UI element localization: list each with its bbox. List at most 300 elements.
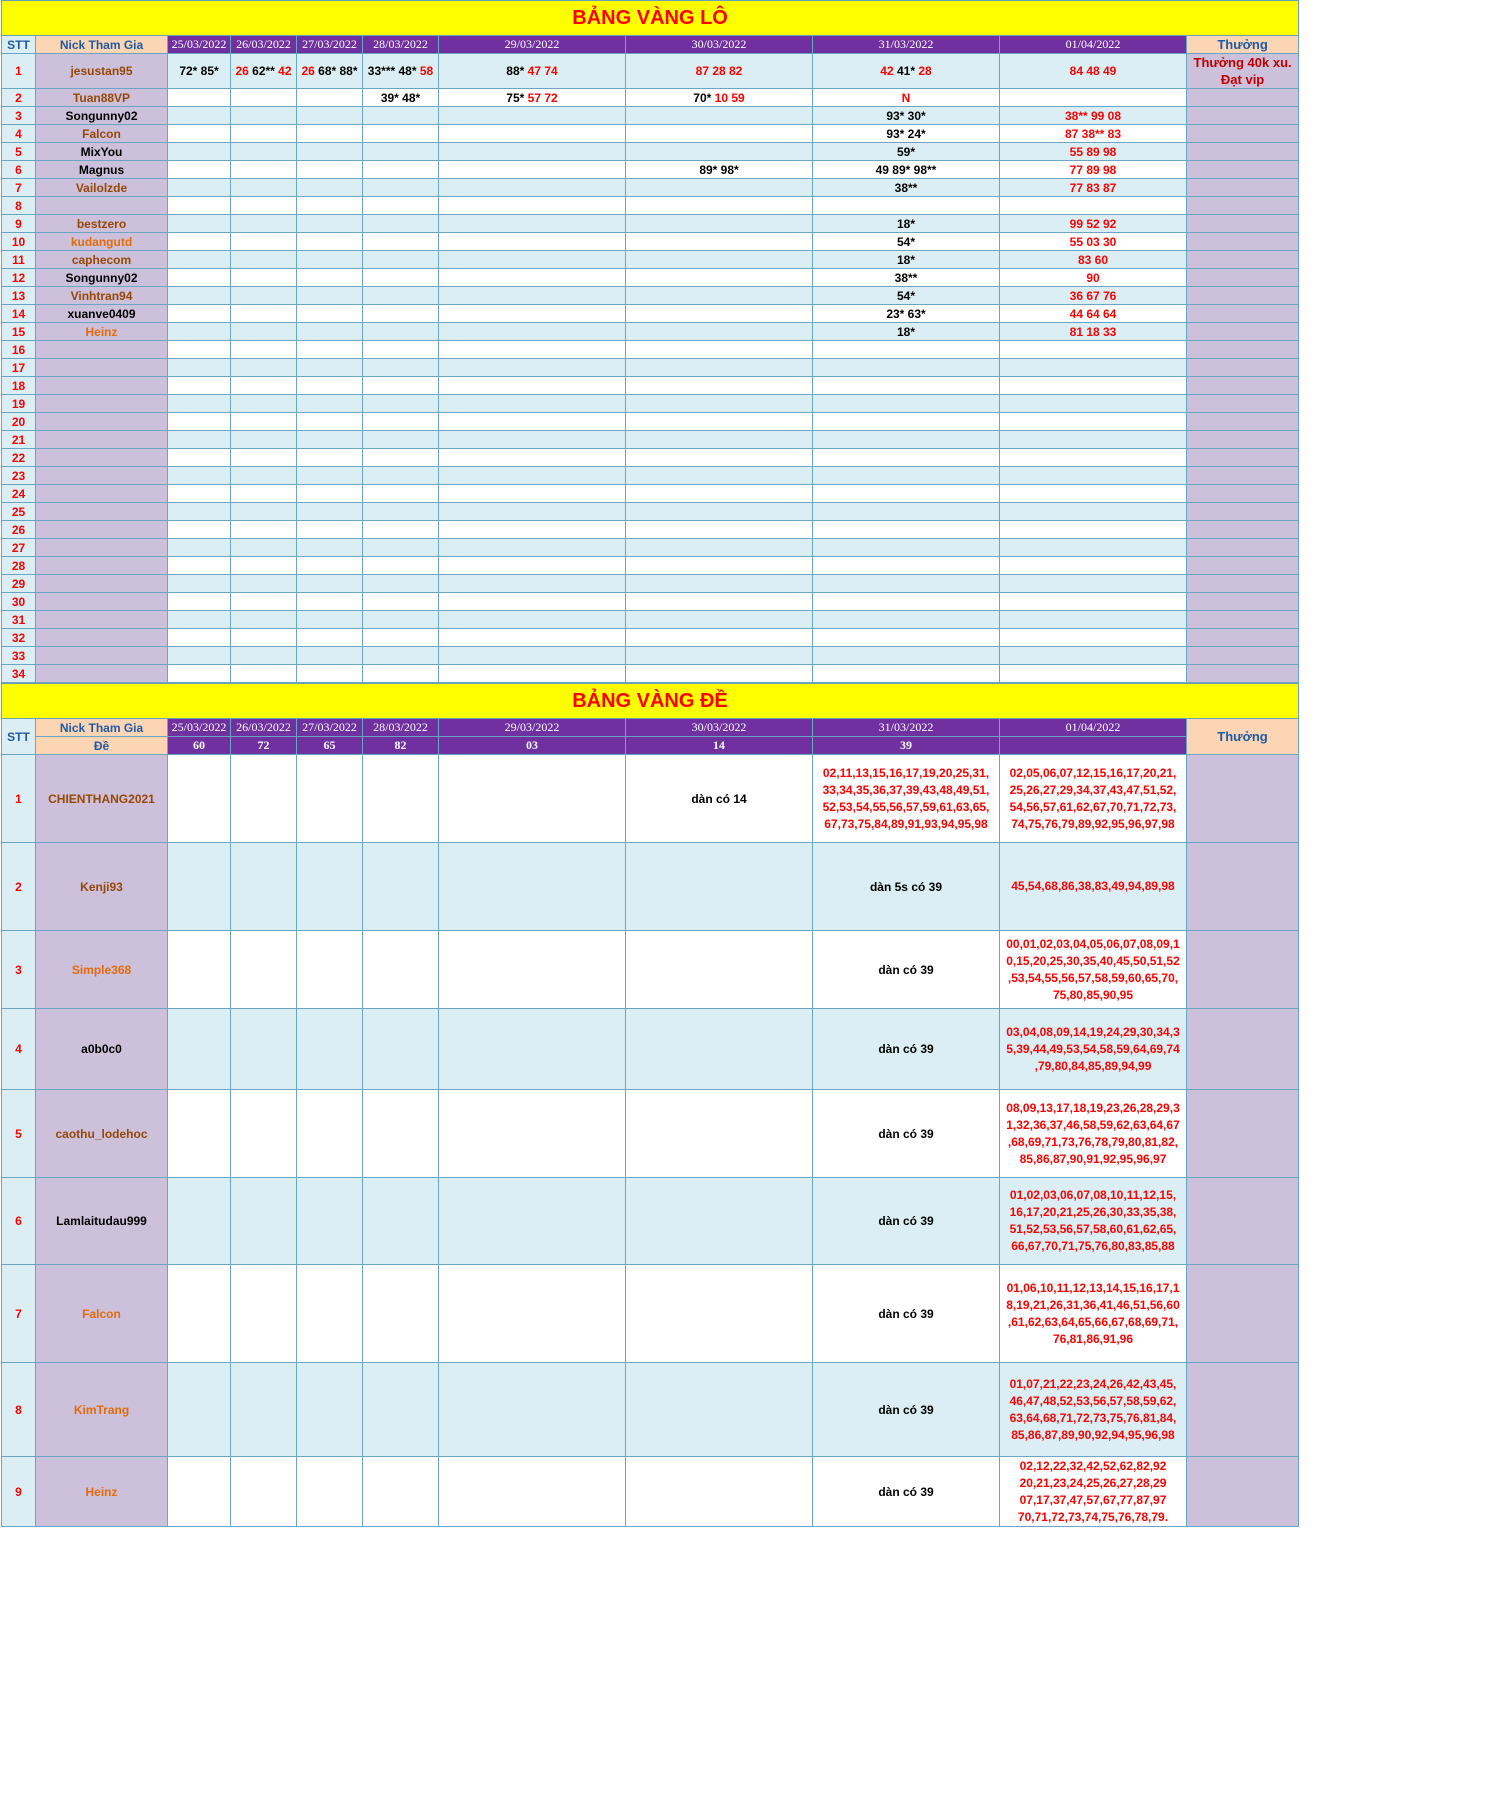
de-table-row: [2, 843, 1299, 931]
lo-table-row: [2, 467, 1299, 485]
lo-row-thuong: [1187, 359, 1299, 377]
lo-cell-value: 33*** 48*: [367, 64, 420, 78]
lo-header-stt: STT: [2, 36, 36, 54]
lo-row-cell: [1000, 449, 1187, 467]
lo-row-stt: 5: [2, 143, 36, 161]
lo-row-cell: [439, 431, 626, 449]
lo-cell-value: 90: [1086, 270, 1100, 285]
de-row-stt: 4: [2, 1009, 36, 1090]
de-row-cell: [297, 1178, 363, 1265]
lo-row-nick: jesustan95: [36, 54, 168, 89]
de-header-result: 82: [363, 737, 439, 755]
lo-row-cell: [231, 485, 297, 503]
de-row-cell: [168, 931, 231, 1009]
de-table-row: [2, 1265, 1299, 1363]
lo-row-thuong: [1187, 629, 1299, 647]
de-header-date: 29/03/2022: [439, 719, 626, 737]
lo-row-cell: [1000, 485, 1187, 503]
lo-row-nick: xuanve0409: [36, 305, 168, 323]
lo-row-cell: [439, 54, 626, 89]
de-row-nick: Kenji93: [36, 843, 168, 931]
de-row-nick: a0b0c0: [36, 1009, 168, 1090]
lo-row-cell: [813, 215, 1000, 233]
lo-row-cell: [231, 503, 297, 521]
de-cell-0104: 02,12,22,32,42,52,62,82,92 20,21,23,24,25,26,27,28,29 07,17,37,47,57,67,77,87,97 70,71,72,73,74,75,76,78,79.: [1000, 1457, 1187, 1527]
lo-row-cell: [363, 377, 439, 395]
lo-row-cell: [297, 89, 363, 107]
lo-row-cell: [1000, 107, 1187, 125]
lo-row-cell: [813, 359, 1000, 377]
de-row-cell: [439, 1363, 626, 1457]
lo-row-cell: [231, 665, 297, 683]
de-row-nick: Simple368: [36, 931, 168, 1009]
lo-row-cell: [297, 323, 363, 341]
de-header-result: 65: [297, 737, 363, 755]
lo-row-cell: [439, 251, 626, 269]
lo-table-row: [2, 665, 1299, 683]
lo-row-cell: [439, 305, 626, 323]
lo-row-stt: 23: [2, 467, 36, 485]
lo-row-thuong: Thưởng 40k xu. Đạt vip: [1187, 54, 1299, 89]
lo-row-cell: [363, 575, 439, 593]
lo-header-date: 27/03/2022: [297, 36, 363, 54]
de-row-thuong: [1187, 1009, 1299, 1090]
lo-row-cell: [626, 107, 813, 125]
lo-row-cell: [1000, 521, 1187, 539]
lo-cell-value: 68* 88*: [318, 64, 358, 78]
lo-cell-value: 93* 30*: [886, 108, 926, 123]
lo-row-cell: [813, 197, 1000, 215]
de-row-cell: [168, 1178, 231, 1265]
lo-row-cell: [626, 521, 813, 539]
de-row-cell: [363, 1178, 439, 1265]
lo-row-cell: [297, 539, 363, 557]
lo-row-nick: Heinz: [36, 323, 168, 341]
lo-row-cell: [439, 269, 626, 287]
de-row-cell: [297, 755, 363, 843]
lo-row-cell: [297, 287, 363, 305]
lo-header-nick: Nick Tham Gia: [36, 36, 168, 54]
lo-row-nick: Songunny02: [36, 107, 168, 125]
lo-row-cell: [363, 251, 439, 269]
de-row-cell: [168, 1009, 231, 1090]
de-header-nick: Nick Tham Gia: [36, 719, 168, 737]
de-row-nick: Falcon: [36, 1265, 168, 1363]
de-row-cell: [439, 1090, 626, 1178]
lo-table-row: [2, 125, 1299, 143]
lo-row-cell: [813, 233, 1000, 251]
de-header-stt: STT: [2, 719, 36, 755]
lo-row-cell: [626, 395, 813, 413]
lo-row-cell: [439, 647, 626, 665]
de-row-cell: [439, 1265, 626, 1363]
lo-row-cell: [1000, 89, 1187, 107]
lo-row-cell: [813, 161, 1000, 179]
lo-row-cell: [168, 557, 231, 575]
lo-row-cell: [626, 377, 813, 395]
lo-row-cell: [297, 377, 363, 395]
lo-row-cell: [626, 629, 813, 647]
lo-row-cell: [439, 125, 626, 143]
lo-row-cell: [363, 323, 439, 341]
lo-row-cell: [231, 557, 297, 575]
lo-row-cell: [1000, 287, 1187, 305]
lo-row-cell: [439, 665, 626, 683]
lo-row-cell: [439, 521, 626, 539]
lo-row-cell: [1000, 305, 1187, 323]
de-cell-3103: 02,11,13,15,16,17,19,20,25,31, 33,34,35,36,37,39,43,48,49,51, 52,53,54,55,56,57,59,61,63,65, 67,73,75,84,89,91,93,94,95,98: [813, 755, 1000, 843]
de-row-thuong: [1187, 1265, 1299, 1363]
lo-row-cell: [168, 665, 231, 683]
lo-row-stt: 20: [2, 413, 36, 431]
lo-row-cell: [231, 575, 297, 593]
lo-table-row: [2, 485, 1299, 503]
lo-row-thuong: [1187, 647, 1299, 665]
de-row-cell: [231, 1090, 297, 1178]
lo-row-stt: 9: [2, 215, 36, 233]
lo-row-stt: 31: [2, 611, 36, 629]
lo-row-cell: [363, 269, 439, 287]
lo-row-nick: caphecom: [36, 251, 168, 269]
lo-row-cell: [168, 413, 231, 431]
lo-row-cell: [813, 593, 1000, 611]
lo-row-nick: Magnus: [36, 161, 168, 179]
lo-row-stt: 13: [2, 287, 36, 305]
de-row-cell: [231, 1363, 297, 1457]
lo-row-cell: [168, 431, 231, 449]
lo-row-cell: [297, 557, 363, 575]
lo-row-thuong: [1187, 593, 1299, 611]
lo-cell-value: 75*: [506, 90, 528, 105]
lo-row-cell: [297, 629, 363, 647]
lo-row-cell: [168, 125, 231, 143]
lo-row-cell: [363, 485, 439, 503]
lo-row-cell: [168, 359, 231, 377]
lo-row-thuong: [1187, 431, 1299, 449]
lo-row-cell: [813, 611, 1000, 629]
lo-row-cell: [626, 557, 813, 575]
lo-row-cell: [363, 557, 439, 575]
lo-row-cell: [231, 54, 297, 89]
de-header-date: 31/03/2022: [813, 719, 1000, 737]
lo-cell-value: 18*: [896, 324, 916, 339]
de-cell-0104: 00,01,02,03,04,05,06,07,08,09,1 0,15,20,25,30,35,40,45,50,51,52 ,53,54,55,56,57,58,59,60,65,70, 75,80,85,90,95: [1000, 931, 1187, 1009]
lo-header-date: 01/04/2022: [1000, 36, 1187, 54]
lo-row-nick: [36, 557, 168, 575]
lo-cell-value: 72* 85*: [179, 64, 219, 78]
lo-row-cell: [168, 647, 231, 665]
de-row-cell: [297, 843, 363, 931]
lo-table-row: [2, 359, 1299, 377]
lo-table-row: [2, 629, 1299, 647]
lo-row-cell: [363, 395, 439, 413]
lo-table-row: [2, 395, 1299, 413]
lo-row-cell: [231, 647, 297, 665]
de-row-stt: 8: [2, 1363, 36, 1457]
lo-row-thuong: [1187, 665, 1299, 683]
lo-header-thuong: Thưởng: [1187, 36, 1299, 54]
lo-row-nick: MixYou: [36, 143, 168, 161]
lo-row-cell: [231, 377, 297, 395]
de-cell-3003: [626, 1178, 813, 1265]
lo-row-cell: [297, 467, 363, 485]
lo-cell-value: 47 74: [527, 64, 558, 78]
lo-row-cell: [439, 89, 626, 107]
lo-row-cell: [363, 287, 439, 305]
de-cell-3003: [626, 1265, 813, 1363]
lo-row-cell: [439, 323, 626, 341]
lo-row-nick: [36, 377, 168, 395]
lo-row-cell: [813, 287, 1000, 305]
lo-row-cell: [813, 143, 1000, 161]
lo-row-cell: [231, 251, 297, 269]
de-row-stt: 7: [2, 1265, 36, 1363]
lo-header-date: 26/03/2022: [231, 36, 297, 54]
lo-row-cell: [626, 215, 813, 233]
lo-row-thuong: [1187, 323, 1299, 341]
de-row-cell: [439, 1009, 626, 1090]
lo-row-nick: kudangutd: [36, 233, 168, 251]
lo-row-thuong: [1187, 341, 1299, 359]
lo-row-cell: [231, 629, 297, 647]
lo-row-cell: [297, 125, 363, 143]
lo-row-cell: [439, 611, 626, 629]
de-cell-0104: 45,54,68,86,38,83,49,94,89,98: [1000, 843, 1187, 931]
lo-row-cell: [626, 179, 813, 197]
lo-row-cell: [813, 107, 1000, 125]
lo-row-thuong: [1187, 251, 1299, 269]
lo-row-cell: [439, 449, 626, 467]
lo-row-thuong: [1187, 575, 1299, 593]
lo-row-cell: [1000, 251, 1187, 269]
lo-cell-value: 57 72: [527, 90, 558, 105]
lo-row-cell: [813, 323, 1000, 341]
de-row-thuong: [1187, 1363, 1299, 1457]
lo-row-cell: [363, 305, 439, 323]
lo-row-cell: [231, 125, 297, 143]
lo-row-stt: 1: [2, 54, 36, 89]
lo-row-cell: [297, 395, 363, 413]
lo-row-cell: [231, 431, 297, 449]
lo-row-nick: [36, 413, 168, 431]
lo-row-cell: [626, 269, 813, 287]
lo-cell-value: 55 89 98: [1069, 144, 1117, 159]
de-cell-0104: 08,09,13,17,18,19,23,26,28,29,3 1,32,36,37,46,58,59,62,63,64,67 ,68,69,71,73,76,78,79,80,81,82, 85,86,87,90,91,92,95,96,97: [1000, 1090, 1187, 1178]
lo-table-row: [2, 539, 1299, 557]
lo-row-cell: [626, 611, 813, 629]
lo-row-thuong: [1187, 611, 1299, 629]
lo-row-cell: [363, 161, 439, 179]
de-cell-0104: 01,06,10,11,12,13,14,15,16,17,1 8,19,21,26,31,36,41,46,51,56,60 ,61,62,63,64,65,66,67,68,69,71, 76,81,86,91,96: [1000, 1265, 1187, 1363]
lo-cell-value: 84 48 49: [1069, 64, 1117, 78]
lo-row-cell: [231, 215, 297, 233]
lo-row-nick: Vinhtran94: [36, 287, 168, 305]
lo-row-stt: 26: [2, 521, 36, 539]
lo-table-row: [2, 647, 1299, 665]
lo-row-cell: [1000, 161, 1187, 179]
lo-row-cell: [168, 467, 231, 485]
de-row-cell: [363, 1265, 439, 1363]
lo-row-nick: [36, 485, 168, 503]
lo-row-cell: [231, 611, 297, 629]
lo-row-stt: 32: [2, 629, 36, 647]
de-cell-3103: dàn 5s có 39: [813, 843, 1000, 931]
lo-row-nick: [36, 665, 168, 683]
lo-row-cell: [1000, 665, 1187, 683]
lo-row-cell: [1000, 431, 1187, 449]
de-header-date: 26/03/2022: [231, 719, 297, 737]
lo-row-cell: [626, 467, 813, 485]
de-row-cell: [439, 1457, 626, 1527]
lo-row-cell: [297, 575, 363, 593]
lo-row-cell: [1000, 143, 1187, 161]
lo-row-cell: [297, 215, 363, 233]
lo-row-cell: [363, 125, 439, 143]
de-row-cell: [231, 1457, 297, 1527]
lo-row-cell: [1000, 54, 1187, 89]
lo-row-cell: [813, 89, 1000, 107]
lo-row-stt: 12: [2, 269, 36, 287]
lo-row-cell: [813, 395, 1000, 413]
lo-row-nick: [36, 431, 168, 449]
lo-row-cell: [168, 107, 231, 125]
lo-row-cell: [231, 305, 297, 323]
lo-table-row: [2, 323, 1299, 341]
lo-row-cell: [439, 377, 626, 395]
de-row-cell: [168, 755, 231, 843]
lo-cell-value: 49 89* 98**: [875, 162, 937, 177]
lo-row-stt: 2: [2, 89, 36, 107]
lo-row-cell: [813, 485, 1000, 503]
lo-row-cell: [297, 54, 363, 89]
lo-row-cell: [297, 593, 363, 611]
de-row-cell: [168, 1363, 231, 1457]
lo-header-date: 28/03/2022: [363, 36, 439, 54]
lo-row-cell: [168, 179, 231, 197]
lo-row-cell: [626, 575, 813, 593]
lo-row-cell: [297, 161, 363, 179]
lo-row-cell: [168, 521, 231, 539]
lo-row-thuong: [1187, 89, 1299, 107]
lo-row-cell: [813, 413, 1000, 431]
lo-row-cell: [231, 269, 297, 287]
lo-table-row: [2, 215, 1299, 233]
lo-row-stt: 33: [2, 647, 36, 665]
lo-row-thuong: [1187, 521, 1299, 539]
de-row-cell: [231, 931, 297, 1009]
lo-row-cell: [363, 593, 439, 611]
de-row-cell: [439, 931, 626, 1009]
lo-row-cell: [297, 485, 363, 503]
lo-row-cell: [168, 197, 231, 215]
lo-table-row: [2, 179, 1299, 197]
lo-row-cell: [168, 161, 231, 179]
lo-cell-value: 88*: [506, 64, 528, 78]
lo-row-thuong: [1187, 125, 1299, 143]
lo-row-cell: [626, 251, 813, 269]
lo-table-row: [2, 287, 1299, 305]
lo-cell-value: 26: [301, 64, 319, 78]
de-row-stt: 5: [2, 1090, 36, 1178]
lo-title: BẢNG VÀNG LÔ: [2, 1, 1299, 36]
lo-row-cell: [439, 107, 626, 125]
lo-row-cell: [626, 161, 813, 179]
lo-row-nick: [36, 629, 168, 647]
de-row-nick: KimTrang: [36, 1363, 168, 1457]
lo-row-thuong: [1187, 179, 1299, 197]
lo-row-cell: [168, 503, 231, 521]
lo-row-cell: [231, 179, 297, 197]
lo-cell-value: 18*: [896, 252, 916, 267]
lo-row-cell: [626, 54, 813, 89]
lo-row-cell: [168, 305, 231, 323]
lo-row-cell: [813, 305, 1000, 323]
lo-row-cell: [439, 467, 626, 485]
lo-row-cell: [231, 143, 297, 161]
lo-row-cell: [363, 503, 439, 521]
lo-row-nick: Vailolzde: [36, 179, 168, 197]
lo-row-stt: 22: [2, 449, 36, 467]
de-row-cell: [168, 1265, 231, 1363]
de-row-cell: [363, 1363, 439, 1457]
de-row-cell: [231, 1178, 297, 1265]
lo-row-cell: [439, 179, 626, 197]
lo-row-cell: [813, 575, 1000, 593]
lo-row-cell: [1000, 557, 1187, 575]
lo-row-cell: [439, 143, 626, 161]
lo-row-cell: [1000, 629, 1187, 647]
lo-row-cell: [626, 323, 813, 341]
lo-row-cell: [813, 341, 1000, 359]
de-header-result: 39: [813, 737, 1000, 755]
lo-row-thuong: [1187, 287, 1299, 305]
de-cell-0104: 02,05,06,07,12,15,16,17,20,21, 25,26,27,29,34,37,43,47,51,52, 54,56,57,61,62,67,70,71,72,73, 74,75,76,79,89,92,95,96,97,98: [1000, 755, 1187, 843]
lo-table-row: [2, 54, 1299, 89]
lo-row-cell: [626, 143, 813, 161]
lo-row-cell: [439, 359, 626, 377]
lo-row-nick: [36, 521, 168, 539]
lo-row-cell: [626, 503, 813, 521]
lo-row-cell: [297, 251, 363, 269]
de-cell-0104: 01,07,21,22,23,24,26,42,43,45, 46,47,48,52,53,56,57,58,59,62, 63,64,68,71,72,73,75,76,81,84, 85,86,87,89,90,92,94,95,96,98: [1000, 1363, 1187, 1457]
lo-row-nick: [36, 611, 168, 629]
lo-cell-value: N: [901, 90, 911, 105]
lo-row-stt: 29: [2, 575, 36, 593]
lo-row-cell: [231, 449, 297, 467]
lo-row-cell: [813, 179, 1000, 197]
lo-row-cell: [1000, 215, 1187, 233]
lo-row-cell: [813, 503, 1000, 521]
lo-row-cell: [168, 233, 231, 251]
lo-table-row: [2, 557, 1299, 575]
lo-row-cell: [1000, 413, 1187, 431]
lo-table-row: [2, 89, 1299, 107]
lo-row-cell: [363, 539, 439, 557]
lo-cell-value: 38**: [894, 270, 918, 285]
lo-row-cell: [813, 521, 1000, 539]
lo-table-row: [2, 233, 1299, 251]
lo-row-cell: [168, 629, 231, 647]
lo-row-cell: [813, 557, 1000, 575]
lo-header-date: 30/03/2022: [626, 36, 813, 54]
lo-row-cell: [363, 413, 439, 431]
lo-row-stt: 34: [2, 665, 36, 683]
de-row-cell: [363, 931, 439, 1009]
lo-row-nick: [36, 539, 168, 557]
lo-row-cell: [168, 251, 231, 269]
lo-row-cell: [363, 647, 439, 665]
de-row-stt: 2: [2, 843, 36, 931]
